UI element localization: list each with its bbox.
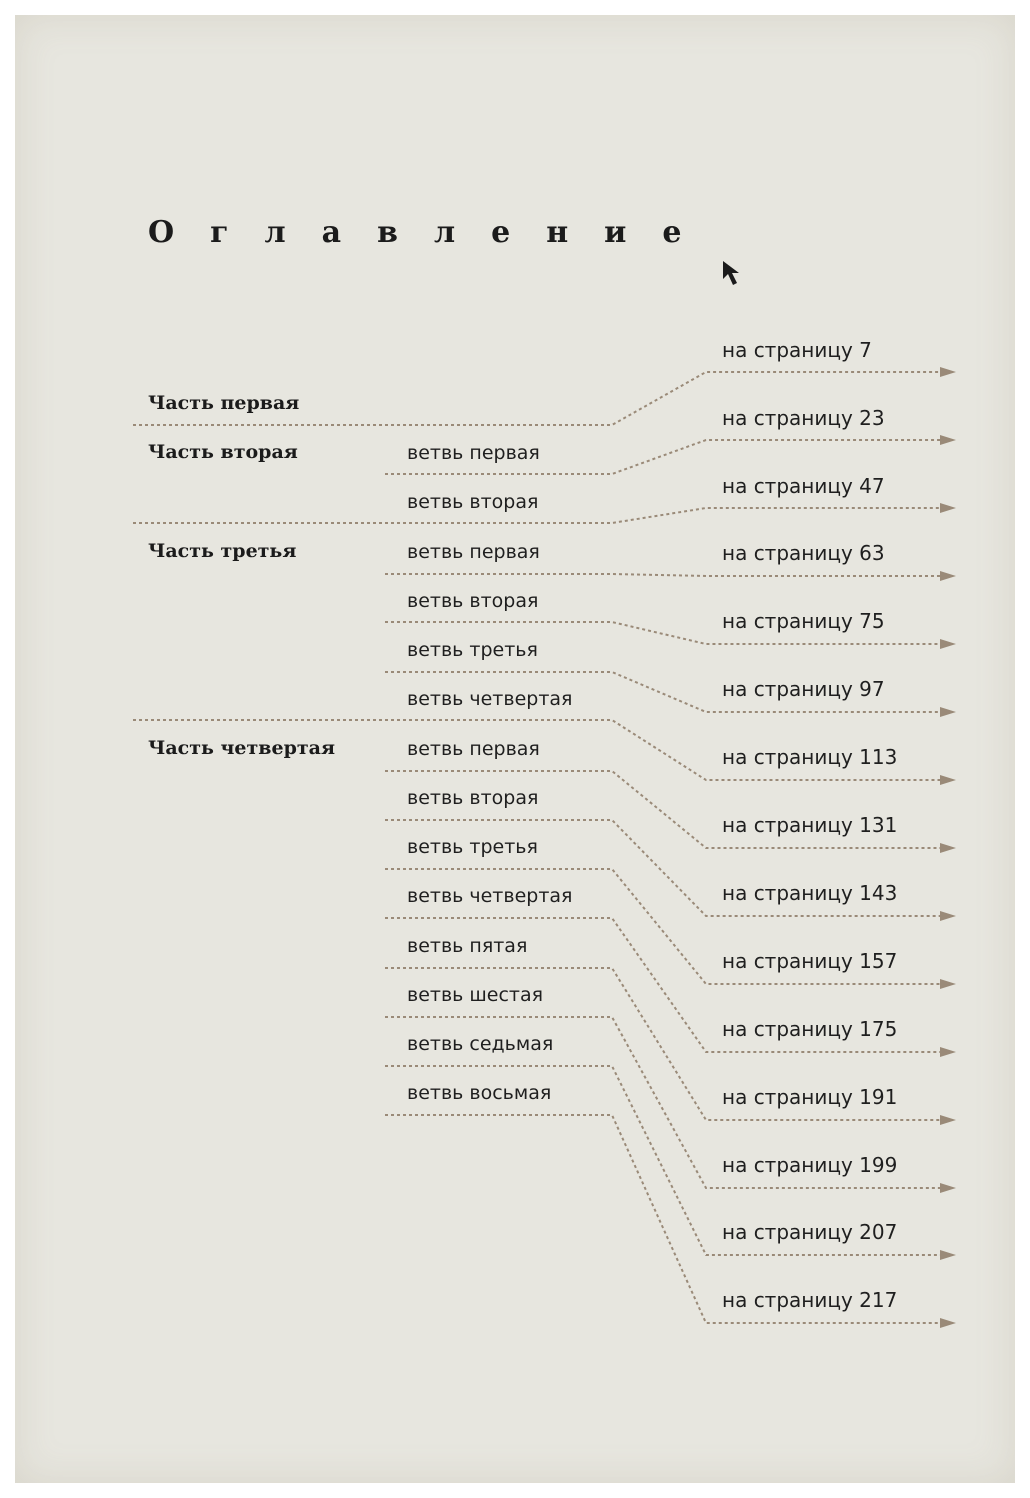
page-link[interactable]: на страницу 217: [722, 1288, 898, 1312]
page-link[interactable]: на страницу 23: [722, 406, 885, 430]
page-link[interactable]: на страницу 191: [722, 1085, 898, 1109]
page-link[interactable]: на страницу 131: [722, 813, 898, 837]
connector-line: [385, 820, 940, 916]
arrow-right-icon: [940, 1318, 956, 1328]
arrow-right-icon: [940, 1183, 956, 1193]
connector-line: [385, 574, 940, 576]
connector-line: [385, 622, 940, 644]
toc-branch[interactable]: ветвь третья: [407, 639, 538, 661]
arrow-right-icon: [940, 843, 956, 853]
toc-branch[interactable]: ветвь шестая: [407, 984, 544, 1006]
toc-branch[interactable]: ветвь четвертая: [407, 688, 573, 710]
page-link[interactable]: на страницу 175: [722, 1017, 898, 1041]
toc-part-4[interactable]: Часть четвертая: [148, 737, 335, 759]
connector-line: [385, 918, 940, 1052]
page-link[interactable]: на страницу 157: [722, 949, 898, 973]
toc-branch[interactable]: ветвь вторая: [407, 590, 539, 612]
arrow-right-icon: [940, 911, 956, 921]
arrow-right-icon: [940, 435, 956, 445]
page-link[interactable]: на страницу 97: [722, 677, 885, 701]
connector-line: [385, 1017, 940, 1188]
page-link[interactable]: на страницу 207: [722, 1220, 898, 1244]
arrow-right-icon: [940, 1115, 956, 1125]
connector-line: [133, 508, 940, 523]
arrow-right-icon: [940, 1047, 956, 1057]
arrow-right-icon: [940, 367, 956, 377]
toc-branch[interactable]: ветвь первая: [407, 541, 540, 563]
arrow-right-icon: [940, 503, 956, 513]
arrow-right-icon: [940, 1250, 956, 1260]
toc-branch[interactable]: ветвь вторая: [407, 491, 539, 513]
connector-line: [385, 672, 940, 712]
connector-line: [385, 968, 940, 1120]
page-link[interactable]: на страницу 113: [722, 745, 898, 769]
connector-line: [385, 771, 940, 848]
toc-branch[interactable]: ветвь пятая: [407, 935, 528, 957]
page-link[interactable]: на страницу 47: [722, 474, 885, 498]
page-link[interactable]: на страницу 143: [722, 881, 898, 905]
toc-branch[interactable]: ветвь вторая: [407, 787, 539, 809]
arrow-right-icon: [940, 639, 956, 649]
toc-part-1[interactable]: Часть первая: [148, 392, 300, 414]
connector-line: [385, 869, 940, 984]
page-link[interactable]: на страницу 199: [722, 1153, 898, 1177]
connector-line: [385, 1115, 940, 1323]
connector-line: [385, 440, 940, 474]
toc-branch[interactable]: ветвь первая: [407, 738, 540, 760]
arrow-right-icon: [940, 775, 956, 785]
page-title: Оглавление: [148, 215, 718, 250]
toc-branch[interactable]: ветвь седьмая: [407, 1033, 554, 1055]
toc-branch[interactable]: ветвь восьмая: [407, 1082, 552, 1104]
toc-part-3[interactable]: Часть третья: [148, 540, 297, 562]
toc-branch[interactable]: ветвь первая: [407, 442, 540, 464]
toc-part-2[interactable]: Часть вторая: [148, 441, 298, 463]
arrow-right-icon: [940, 979, 956, 989]
connector-line: [133, 372, 940, 425]
page-link[interactable]: на страницу 7: [722, 338, 872, 362]
toc-branch[interactable]: ветвь третья: [407, 836, 538, 858]
toc-branch[interactable]: ветвь четвертая: [407, 885, 573, 907]
arrow-right-icon: [940, 707, 956, 717]
page-link[interactable]: на страницу 75: [722, 609, 885, 633]
arrow-right-icon: [940, 571, 956, 581]
page-link[interactable]: на страницу 63: [722, 541, 885, 565]
